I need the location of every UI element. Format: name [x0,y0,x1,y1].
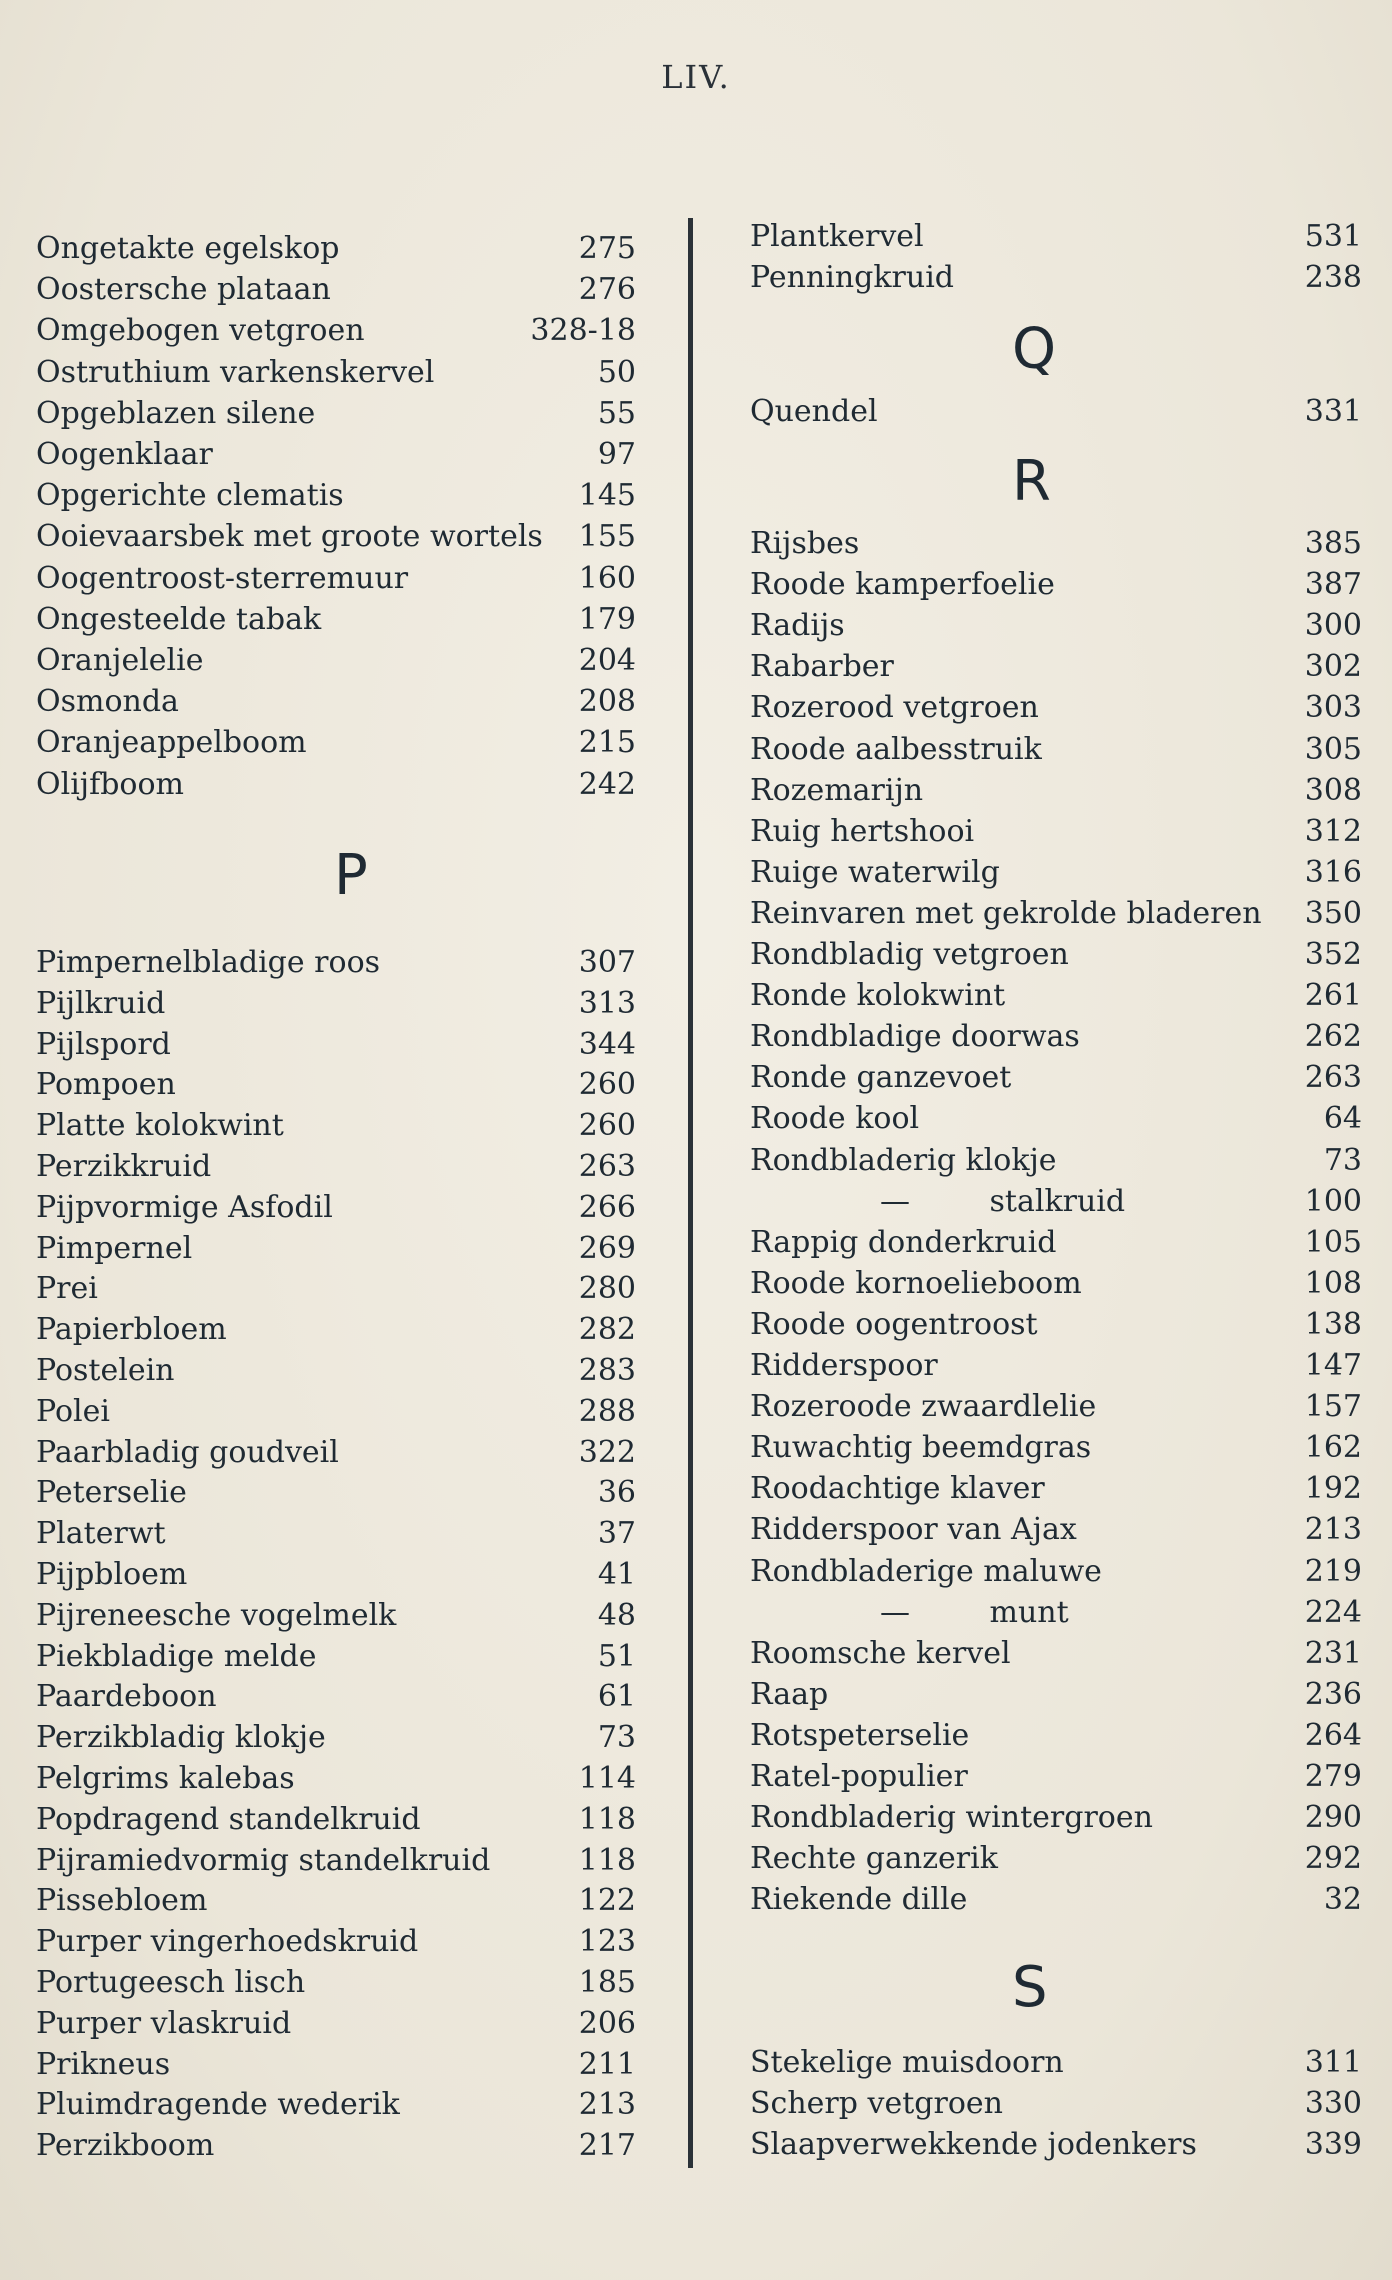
index-entry [750,853,1362,893]
entry-page-number: 261 [1304,978,1362,1014]
entry-name: Perzikbladig klokje [36,1720,326,1756]
entry-name: Oogenklaar [36,437,213,472]
entry-name: Roode kamperfoelie [750,567,1055,603]
index-entry [36,476,636,516]
entry-page-number: 283 [578,1353,636,1388]
index-entry [750,1593,1362,1633]
entry-page-number: 147 [1304,1348,1362,1383]
entry-name: Roode oogentroost [750,1306,1038,1342]
index-entry [750,935,1362,975]
entry-name: Penningkruid [750,260,954,295]
index-entry [36,1555,636,1595]
index-entry [750,1634,1362,1674]
entry-name: Ongesteelde tabak [36,601,322,637]
index-entry [750,1058,1362,1098]
entry-page-number: 162 [1304,1430,1362,1466]
entry-page-number: 108 [1304,1265,1362,1301]
entry-page-number: 263 [1304,1060,1362,1096]
index-entry [36,1963,636,2003]
index-entry [36,1637,636,1677]
index-entry [750,565,1362,605]
entry-page-number: 385 [1304,526,1362,561]
index-entry [750,1264,1362,1304]
entry-page-number: 269 [578,1230,636,1266]
entry-page-number: 231 [1304,1635,1362,1671]
entry-name: Pijpbloem [36,1557,188,1592]
entry-page-number: 266 [578,1189,636,1225]
entry-name: Rondbladige doorwas [750,1019,1080,1055]
entry-page-number: 157 [1304,1389,1362,1425]
index-entry [750,1346,1362,1386]
entry-name: Ridderspoor van Ajax [750,1512,1077,1548]
entry-name: Platerwt [36,1516,166,1552]
entry-page-number: 316 [1304,854,1362,890]
entry-page-number: 264 [1304,1717,1362,1753]
entry-name: Platte kolokwint [36,1108,284,1144]
index-entry [36,1065,636,1105]
index-entry [36,1718,636,1758]
entry-name: Rozerood vetgroen [750,690,1039,726]
entry-page-number: 531 [1304,219,1362,254]
index-entry [36,943,636,983]
entry-page-number: 192 [1304,1471,1362,1507]
entry-name: Plantkervel [750,219,924,254]
entry-name: Pijreneesche vogelmelk [36,1597,397,1633]
entry-name: Ronde kolokwint [750,978,1006,1014]
entry-name: Stekelige muisdoorn [750,2045,1064,2080]
entry-page-number: 48 [597,1597,636,1633]
entry-name: Pluimdragende wederik [36,2087,400,2123]
entry-page-number: 215 [578,725,636,761]
entry-name: Roodachtige klaver [750,1471,1045,1507]
entry-page-number: 64 [1323,1101,1362,1137]
index-entry [36,1025,636,1065]
index-entry [750,1716,1362,1756]
index-entry [750,771,1362,811]
entry-name: Rondbladerige maluwe [750,1553,1102,1589]
index-entry [750,2084,1362,2124]
entry-page-number: 344 [578,1026,636,1062]
entry-page-number: 302 [1304,649,1362,685]
index-entry [36,1800,636,1840]
entry-name: Radijs [750,608,845,644]
index-entry [750,1182,1362,1222]
entry-name: Prikneus [36,2046,171,2082]
entry-name: Rondbladerig wintergroen [750,1800,1153,1836]
column-divider [688,218,693,2168]
entry-page-number: 303 [1304,690,1362,726]
index-entry [750,392,1362,432]
index-entry [36,1841,636,1881]
entry-name: Purper vingerhoedskruid [36,1924,419,1960]
entry-page-number: 122 [578,1883,636,1919]
entry-page-number: 238 [1304,260,1362,295]
entry-name: Pimpernel [36,1230,193,1266]
index-entry [36,1596,636,1636]
entry-page-number: 185 [578,1965,636,2000]
entry-name: Raap [750,1676,829,1712]
entry-name: — stalkruid [880,1183,1126,1219]
index-entry [750,1305,1362,1345]
entry-name: Pijlspord [36,1026,171,1062]
index-entry [36,229,636,269]
entry-page-number: 145 [578,478,636,514]
entry-name: Piekbladige melde [36,1638,317,1674]
entry-page-number: 211 [578,2046,636,2082]
entry-name: Rozemarijn [750,772,924,808]
entry-name: Ruig hertshooi [750,813,975,849]
entry-page-number: 242 [578,766,636,802]
index-entry [750,1757,1362,1797]
entry-name: Roode kornoelieboom [750,1265,1082,1301]
entry-page-number: 100 [1304,1183,1362,1219]
index-entry [36,1269,636,1309]
entry-page-number: 224 [1304,1594,1362,1630]
index-entry [36,2126,636,2166]
section-letter-r: R [1012,449,1051,514]
entry-name: Roode kool [750,1101,920,1137]
index-entry [750,1880,1362,1920]
entry-name: Opgerichte clematis [36,478,344,514]
entry-page-number: 352 [1304,937,1362,972]
index-entry [36,517,636,557]
index-entry [36,1106,636,1146]
section-letter-s: S [1012,1955,1048,2020]
entry-name: Pijramiedvormig standelkruid [36,1842,491,1878]
entry-name: Quendel [750,394,878,429]
entry-page-number: 276 [578,272,636,308]
entry-page-number: 32 [1323,1882,1362,1918]
index-entry [750,1223,1362,1263]
entry-page-number: 322 [578,1434,636,1470]
index-entry [36,641,636,681]
entry-page-number: 213 [1304,1512,1362,1548]
index-entry [36,2045,636,2085]
index-entry [750,524,1362,564]
index-entry [36,1759,636,1799]
entry-name: Ruwachtig beemdgras [750,1430,1092,1466]
entry-page-number: 328-18 [530,313,636,349]
index-entry [36,559,636,599]
entry-name: Osmonda [36,684,179,720]
entry-page-number: 138 [1304,1306,1362,1342]
entry-name: Peterselie [36,1475,187,1511]
entry-page-number: 282 [578,1312,636,1348]
index-entry [36,723,636,763]
index-entry [36,1351,636,1391]
index-entry [750,976,1362,1016]
entry-name: Ruige waterwilg [750,854,1000,890]
entry-page-number: 236 [1304,1676,1362,1712]
entry-page-number: 55 [597,395,636,431]
entry-page-number: 292 [1304,1841,1362,1877]
entry-name: Polei [36,1393,110,1429]
entry-name: Reinvaren met gekrolde bladeren [750,895,1262,931]
index-entry [750,730,1362,770]
index-entry [36,353,636,393]
entry-name: Olijfboom [36,766,184,802]
entry-page-number: 263 [578,1149,636,1184]
entry-page-number: 308 [1304,772,1362,808]
entry-name: Purper vlaskruid [36,2005,292,2041]
index-entry [36,394,636,434]
entry-page-number: 97 [597,437,636,472]
entry-name: — munt [880,1594,1069,1630]
page-number: LIV. [661,58,731,96]
entry-name: Rabarber [750,649,894,685]
index-entry [750,647,1362,687]
entry-name: Paardeboon [36,1679,217,1715]
entry-page-number: 123 [578,1924,636,1960]
entry-name: Roode aalbesstruik [750,731,1042,767]
entry-name: Ongetakte egelskop [36,231,340,266]
entry-name: Slaapverwekkende jodenkers [750,2127,1197,2162]
entry-page-number: 213 [578,2087,636,2123]
entry-page-number: 288 [578,1393,636,1429]
index-entry [750,1428,1362,1468]
index-entry [36,1922,636,1962]
entry-name: Rechte ganzerik [750,1841,998,1877]
entry-page-number: 260 [578,1108,636,1144]
entry-name: Papierbloem [36,1312,227,1348]
index-entry [36,1473,636,1513]
entry-page-number: 208 [578,684,636,720]
index-entry [750,1141,1362,1181]
index-entry [750,217,1362,257]
index-entry [750,894,1362,934]
entry-name: Ooievaarsbek met groote wortels [36,519,543,555]
entry-page-number: 118 [578,1801,636,1837]
entry-name: Rozeroode zwaardlelie [750,1389,1097,1425]
index-entry [36,1188,636,1228]
entry-page-number: 307 [578,945,636,980]
index-entry [750,2043,1362,2083]
entry-page-number: 204 [578,643,636,678]
index-entry [36,2085,636,2125]
index-entry [36,600,636,640]
entry-name: Rotspeterselie [750,1717,970,1753]
index-entry [750,812,1362,852]
entry-name: Riekende dille [750,1882,968,1918]
entry-page-number: 36 [597,1475,636,1511]
entry-page-number: 330 [1304,2086,1362,2121]
entry-name: Rijsbes [750,526,860,561]
entry-page-number: 114 [578,1761,636,1796]
entry-page-number: 300 [1304,608,1362,644]
entry-name: Pimpernelbladige roos [36,945,381,980]
index-entry [36,1392,636,1432]
entry-page-number: 73 [597,1720,636,1756]
entry-name: Ronde ganzevoet [750,1060,1012,1096]
entry-name: Pijlkruid [36,985,166,1021]
entry-page-number: 311 [1304,2045,1362,2080]
index-entry [750,1469,1362,1509]
entry-name: Paarbladig goudveil [36,1434,339,1470]
index-entry [36,1147,636,1187]
entry-page-number: 206 [578,2005,636,2041]
entry-name: Oogentroost-sterremuur [36,560,409,596]
entry-page-number: 312 [1304,813,1362,849]
index-entry [750,1510,1362,1550]
entry-name: Postelein [36,1353,175,1388]
entry-page-number: 280 [578,1271,636,1307]
entry-name: Popdragend standelkruid [36,1801,421,1837]
entry-name: Perzikboom [36,2128,215,2164]
index-entry [750,1839,1362,1879]
index-entry [36,311,636,351]
index-entry [36,1514,636,1554]
entry-name: Opgeblazen silene [36,395,316,431]
index-entry [36,765,636,805]
entry-page-number: 305 [1304,731,1362,767]
index-entry [36,1229,636,1269]
index-entry [750,1099,1362,1139]
entry-name: Oranjelelie [36,643,204,678]
entry-page-number: 61 [597,1679,636,1715]
entry-page-number: 105 [1304,1224,1362,1260]
entry-page-number: 50 [597,354,636,390]
index-entry [750,1675,1362,1715]
entry-name: Roomsche kervel [750,1635,1011,1671]
entry-name: Omgebogen vetgroen [36,313,365,349]
index-entry [36,682,636,722]
entry-page-number: 339 [1304,2127,1362,2162]
section-letter-q: Q [1012,317,1057,382]
entry-name: Ratel-populier [750,1759,968,1794]
entry-page-number: 262 [1304,1019,1362,1055]
entry-page-number: 41 [597,1557,636,1592]
entry-name: Pelgrims kalebas [36,1761,295,1796]
entry-page-number: 217 [578,2128,636,2164]
index-entry [750,1798,1362,1838]
entry-page-number: 290 [1304,1800,1362,1836]
entry-name: Oranjeappelboom [36,725,307,761]
entry-name: Rondbladerig klokje [750,1142,1057,1178]
entry-page-number: 118 [578,1842,636,1878]
index-entry [36,1433,636,1473]
entry-page-number: 51 [597,1638,636,1674]
entry-page-number: 155 [578,519,636,555]
entry-page-number: 179 [578,601,636,637]
index-entry [750,1552,1362,1592]
index-entry [36,1677,636,1717]
section-letter-p: P [334,843,368,908]
entry-page-number: 279 [1304,1759,1362,1794]
index-entry [750,606,1362,646]
entry-name: Rappig donderkruid [750,1224,1057,1260]
entry-page-number: 350 [1304,895,1362,931]
entry-page-number: 313 [578,985,636,1021]
index-entry [36,435,636,475]
index-entry [750,258,1362,298]
entry-name: Scherp vetgroen [750,2086,1003,2121]
entry-page-number: 73 [1323,1142,1362,1178]
entry-page-number: 260 [578,1067,636,1103]
index-entry [36,1310,636,1350]
entry-page-number: 219 [1304,1553,1362,1589]
entry-page-number: 387 [1304,567,1362,603]
index-entry [36,270,636,310]
index-entry [750,688,1362,728]
index-entry [36,1881,636,1921]
entry-page-number: 37 [597,1516,636,1552]
index-entry [750,1387,1362,1427]
entry-page-number: 331 [1304,394,1362,429]
entry-name: Pijpvormige Asfodil [36,1189,333,1225]
entry-name: Pissebloem [36,1883,208,1919]
entry-name: Perzikkruid [36,1149,212,1184]
index-entry [36,2004,636,2044]
entry-name: Ostruthium varkenskervel [36,354,435,390]
entry-page-number: 275 [578,231,636,266]
entry-name: Oostersche plataan [36,272,331,308]
entry-page-number: 160 [578,560,636,596]
index-entry [750,1017,1362,1057]
index-entry [750,2125,1362,2165]
entry-name: Rondbladig vetgroen [750,937,1069,972]
index-entry [36,984,636,1024]
entry-name: Prei [36,1271,98,1307]
entry-name: Ridderspoor [750,1348,938,1383]
entry-name: Pompoen [36,1067,176,1103]
entry-name: Portugeesch lisch [36,1965,306,2000]
